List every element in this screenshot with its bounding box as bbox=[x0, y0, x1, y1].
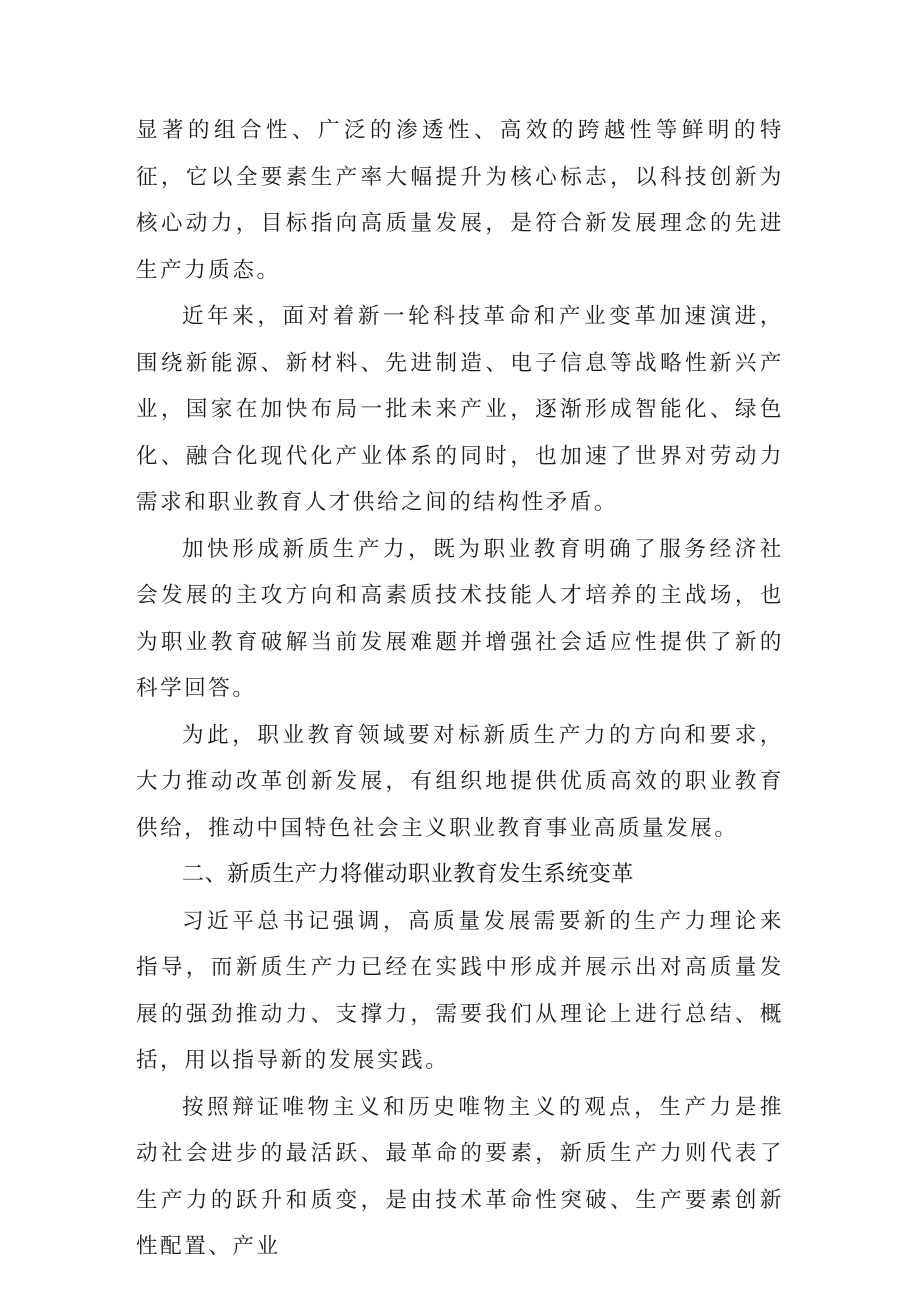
document-body bbox=[136, 108, 784, 1271]
section-heading: 二、新质生产力将催动职业教育发生系统变革 bbox=[182, 862, 635, 887]
paragraph: 加快形成新质生产力，既为职业教育明确了服务经济社会发展的主攻方向和高素质技术技能人才培养的主战场，也为职业教育破解当前发展难题并增强社会适应性提供了新的科学回答。 bbox=[136, 536, 784, 701]
paragraph: 按照辩证唯物主义和历史唯物主义的观点，生产力是推动社会进步的最活跃、最革命的要素，新质生产力则代表了生产力的跃升和质变，是由技术革命性突破、生产要素创新性配置、产业 bbox=[136, 1094, 784, 1259]
paragraph: 习近平总书记强调，高质量发展需要新的生产力理论来指导，而新质生产力已经在实践中形成并展示出对高质量发展的强劲推动力、支撑力，需要我们从理论上进行总结、概括，用以指导新的发展实践。 bbox=[136, 908, 784, 1073]
paragraph: 为此，职业教育领域要对标新质生产力的方向和要求，大力推动改革创新发展，有组织地提供优质高效的职业教育供给，推动中国特色社会主义职业教育事业高质量发展。 bbox=[136, 722, 784, 841]
paragraph-continued: 显著的组合性、广泛的渗透性、高效的跨越性等鲜明的特征，它以全要素生产率大幅提升为核心标志，以科技创新为核心动力，目标指向高质量发展，是符合新发展理念的先进生产力质态。 bbox=[136, 118, 784, 283]
paragraph: 近年来，面对着新一轮科技革命和产业变革加速演进，围绕新能源、新材料、先进制造、电子信息等战略性新兴产业，国家在加快布局一批未来产业，逐渐形成智能化、绿色化、融合化现代化产业体系的同时，也加速了世界对劳动力需求和职业教育人才供给之间的结构性矛盾。 bbox=[136, 304, 784, 515]
